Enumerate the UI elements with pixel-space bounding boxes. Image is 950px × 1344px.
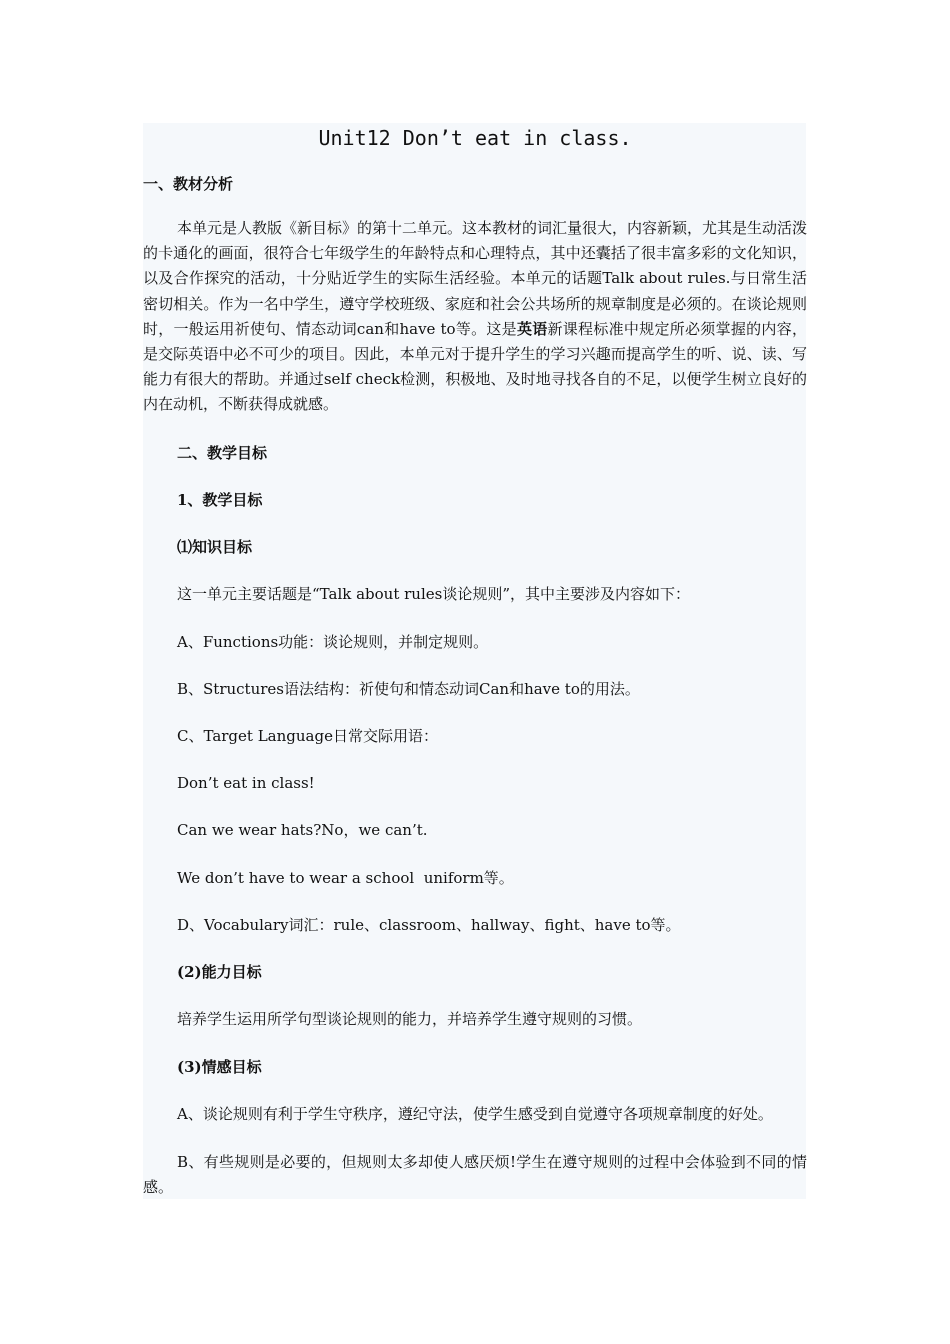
- emotion-goals-b: [143, 1150, 807, 1200]
- ability-goals-line: 培养学生运用所学句型谈论规则的能力，并培养学生遵守规则的习惯。: [177, 1010, 643, 1028]
- functions-line: A、Functions功能：谈论规则，并制定规则。: [177, 633, 489, 651]
- target-language-line: C、Target Language日常交际用语：: [177, 727, 438, 745]
- emotion-goals-a: A、谈论规则有利于学生守秩序，遵纪守法，使学生感受到自觉遵守各项规章制度的好处。: [177, 1105, 773, 1123]
- document-title: Unit12 Don’t eat in class.: [318, 126, 632, 150]
- structures-line: B、Structures语法结构：祈使句和情态动词Can和have to的用法。: [177, 680, 640, 698]
- example-sentence-3: We don’t have to wear a school uniform等。: [177, 869, 514, 887]
- knowledge-goals-heading: ⑴知识目标: [177, 538, 253, 556]
- vocabulary-line: D、Vocabulary词汇：rule、classroom、hallway、fight、have to等。: [177, 916, 681, 934]
- section-heading-textbook-analysis: 一、教材分析: [143, 175, 234, 193]
- section-heading-teaching-goals: 二、教学目标: [177, 444, 268, 462]
- example-sentence-1: Don’t eat in class!: [177, 774, 315, 792]
- ability-goals-heading: (2)能力目标: [177, 963, 262, 981]
- emotion-goals-heading: (3)情感目标: [177, 1058, 262, 1076]
- intro-text-part1: 本单元是人教版《新目标》的第十二单元。这本教材的词汇量很大，内容新颖，尤其是生动活泼的卡通化的画面，很符合七年级学生的年龄特点和心理特点，其中还囊括了很丰富多彩的文化知识，以及合作探究的活动，十分贴近学生的实际生活经验。本单元的话题Talk about rules.与日常生活密切相关。作为一名中学生，遵守学校班级、家庭和社会公共场所的规章制度是必须的。在谈论规则时，一般运用祈使句、情态动词can和have to等。这是: [143, 219, 808, 338]
- intro-paragraph: [143, 216, 807, 418]
- example-sentence-2: Can we wear hats?No，we can’t.: [177, 821, 428, 839]
- intro-text-part2: 新课程标准中规定所必须掌握的内容，是交际英语中必不可少的项目。因此，本单元对于提升学生的学习兴趣而提高学生的听、说、读、写能力有很大的帮助。并通过self check检测，积极地、及时地寻找各自的不足，以便学生树立良好的内在动机，不断获得成就感。: [143, 319, 807, 414]
- emotion-goals-b-text: B、有些规则是必要的，但规则太多却使人感厌烦!学生在遵守规则的过程中会体验到不同的情感。: [143, 1153, 807, 1197]
- intro-bold-word: 英语: [516, 319, 548, 338]
- subsection-heading-teaching-goals: 1、教学目标: [177, 491, 263, 509]
- topic-line: 这一单元主要话题是“Talk about rules谈论规则”，其中主要涉及内容如下：: [177, 585, 691, 603]
